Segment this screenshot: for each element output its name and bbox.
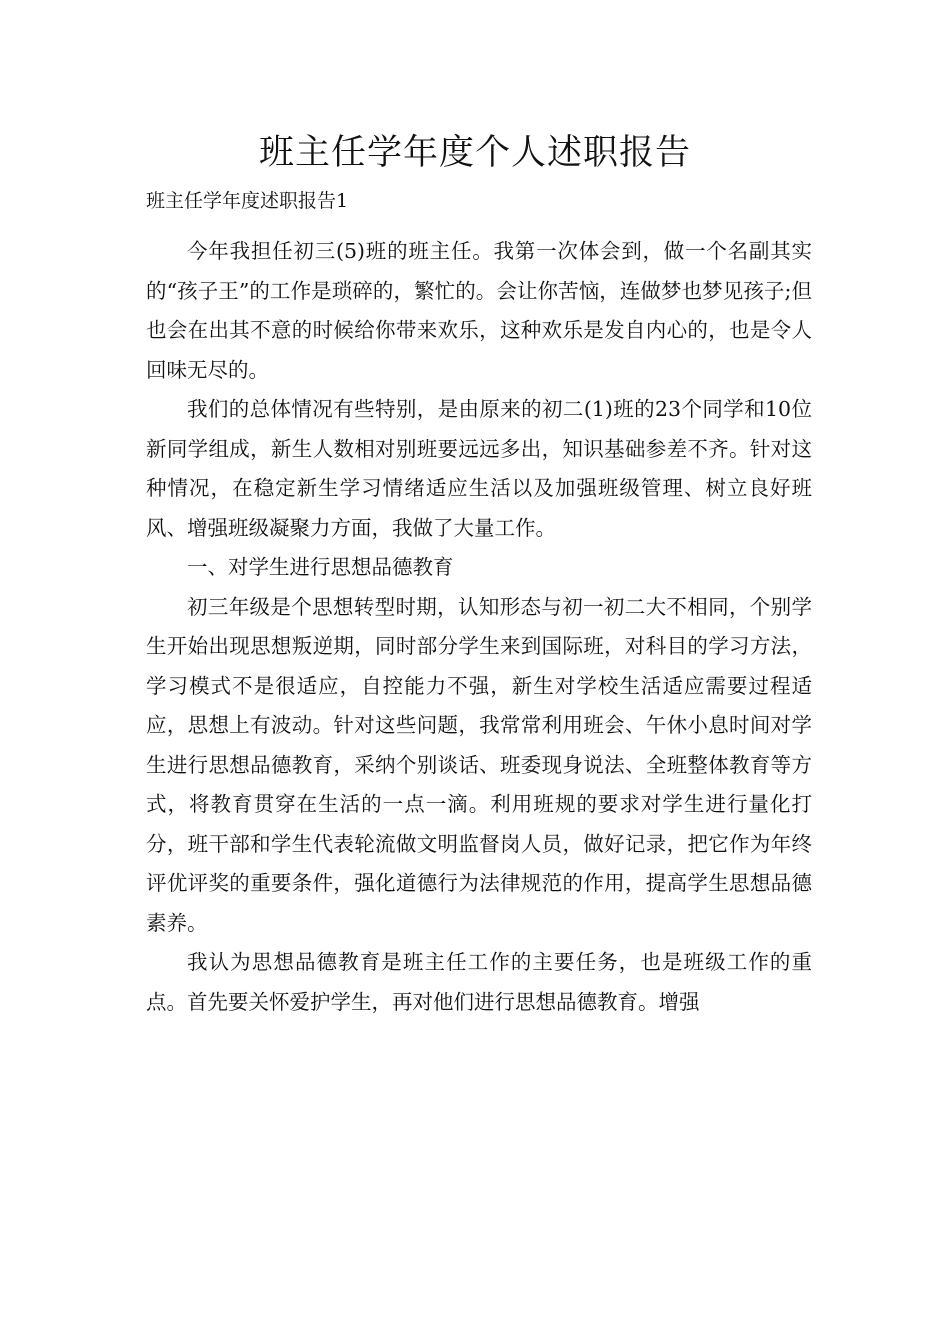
- document-title: 班主任学年度个人述职报告: [258, 133, 691, 173]
- document-subtitle: 班主任学年度述职报告1: [146, 190, 349, 212]
- paragraph-moral-education-importance: 我认为思想品德教育是班主任工作的主要任务，也是班级工作的重点。首先要关怀爱护学生，再对他们进行思想品德教育。增强: [146, 950, 812, 1014]
- paragraph-class-situation: 我们的总体情况有些特别，是由原来的初二(1)班的23个同学和10位新同学组成，新生人数相对别班要远远多出，知识基础参差不齐。针对这种情况，在稳定新生学习情绪适应生活以及加强班级管理、树立良好班风、增强班级凝聚力方面，我做了大量工作。: [146, 397, 812, 540]
- paragraph-moral-education: 初三年级是个思想转型时期，认知形态与初一初二大不相同，个别学生开始出现思想叛逆期，同时部分学生来到国际班，对科目的学习方法，学习模式不是很适应，自控能力不强，新生对学校生活适应需要过程适应，思想上有波动。针对这些问题，我常常利用班会、午休小息时间对学生进行思想品德教育，采纳个别谈话、班委现身说法、全班整体教育等方式，将教育贯穿在生活的一点一滴。利用班规的要求对学生进行量化打分，班干部和学生代表轮流做文明监督岗人员，做好记录，把它作为年终评优评奖的重要条件，强化道德行为法律规范的作用，提高学生思想品德素养。: [146, 594, 812, 935]
- document-body: [146, 232, 812, 1022]
- section-heading-moral-education: 一、对学生进行思想品德教育: [187, 555, 454, 579]
- paragraph-intro: 今年我担任初三(5)班的班主任。我第一次体会到，做一个名副其实的“孩子王”的工作是琐碎的，繁忙的。会让你苦恼，连做梦也梦见孩子;但也会在出其不意的时候给你带来欢乐，这种欢乐是发自内心的，也是令人回味无尽的。: [146, 239, 812, 382]
